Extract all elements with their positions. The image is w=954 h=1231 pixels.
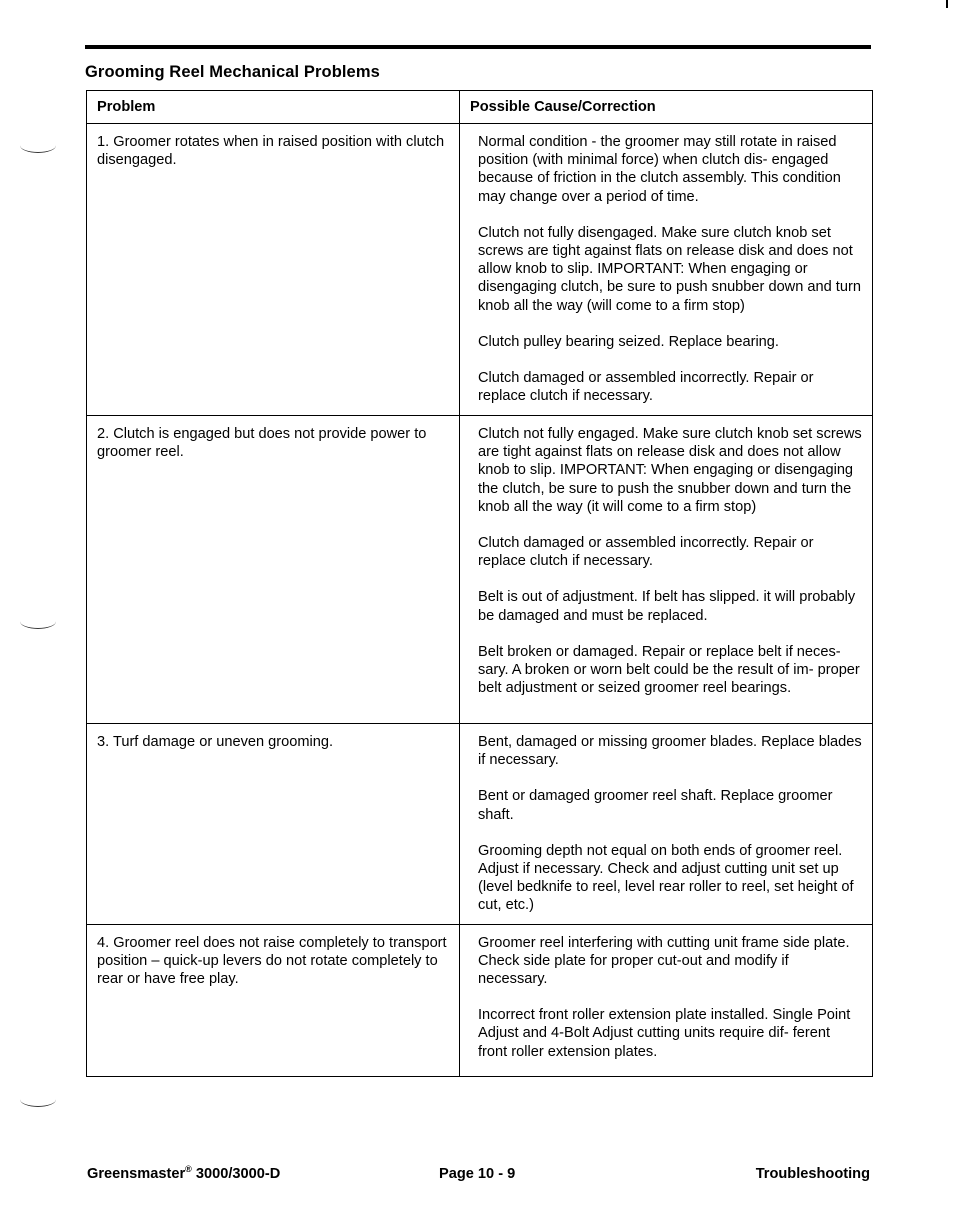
cause-item: Belt is out of adjustment. If belt has slipped. it will probably be damaged and must be replaced. [478,589,856,624]
product-model: 3000/3000-D [191,1166,281,1182]
causes-cell [460,124,873,416]
cause-item: Clutch not fully disengaged. Make sure clutch knob set screws are tight against flats on release disk and does not allow knob to slip. IMPORTANT: When engaging or disengaging clutch, be sure to push snubber down and turn knob all the way (will come to a firm stop) [478,224,861,314]
cause-item: Clutch damaged or assembled incorrectly. Repair or replace clutch if necessary. [478,370,814,405]
cause-item: Incorrect front roller extension plate installed. Single Point Adjust and 4-Bolt Adjust cutting units require dif- ferent front roller extension plates. [478,1007,851,1060]
header-problem: Problem [87,91,460,124]
table-row [87,924,873,1076]
cause-item: Groomer reel interfering with cutting unit frame side plate. Check side plate for proper cut-out and modify if necessary. [478,934,850,988]
cause-item: Grooming depth not equal on both ends of groomer reel. Adjust if necessary. Check and adjust cutting unit set up (level bedknife to reel, level rear roller to reel, set height of cut, etc.) [478,842,854,914]
problem-cell: 2. Clutch is engaged but does not provide power to groomer reel. [87,416,460,724]
cause-item: Normal condition - the groomer may still rotate in raised position (with minimal force) when clutch dis- engaged because of friction in the clutch assembly. This condition may change over a period of time. [478,134,841,205]
product-name: Greensmaster [87,1166,186,1182]
troubleshooting-table [86,90,873,1077]
page-number: Page 10 - 9 [439,1166,516,1182]
section-title: Grooming Reel Mechanical Problems [85,63,380,81]
causes-cell [460,724,873,925]
problem-cell: 4. Groomer reel does not raise completely to transport position – quick-up levers do not rotate completely to rear or have free play. [87,924,460,1076]
registered-mark: ® [185,1164,192,1174]
header-rule [85,45,871,49]
header-cause-correction: Possible Cause/Correction [460,91,873,124]
causes-cell [460,924,873,1076]
cause-item: Bent, damaged or missing groomer blades. Replace blades if necessary. [478,734,862,769]
problem-cell: 1. Groomer rotates when in raised position with clutch disengaged. [87,124,460,416]
cause-item: Clutch pulley bearing seized. Replace bearing. [478,333,779,350]
cause-item: Belt broken or damaged. Repair or replace belt if neces- sary. A broken or worn belt could be the result of im- proper belt adjustment or seized groomer reel bearings. [478,643,860,697]
footer-product [87,1166,280,1182]
table-row [87,416,873,724]
footer-section: Troubleshooting [755,1166,870,1182]
causes-cell [460,416,873,724]
corner-tick-mark [946,0,948,8]
cause-item: Clutch damaged or assembled incorrectly. Repair or replace clutch if necessary. [478,535,814,570]
binder-hole-mark [20,614,56,629]
cause-item: Clutch not fully engaged. Make sure clutch knob set screws are tight against flats on release disk and does not allow knob to slip. IMPORTANT: When engaging or disengaging the clutch, be sure to push the snubber down and turn the knob all the way (it will come to a firm stop) [478,426,862,515]
cause-item: Bent or damaged groomer reel shaft. Replace groomer shaft. [478,788,833,823]
problem-cell: 3. Turf damage or uneven grooming. [87,724,460,925]
table-row [87,124,873,416]
table-row [87,724,873,925]
binder-hole-mark [20,138,56,153]
table-header-row [87,91,873,124]
binder-hole-mark [20,1092,56,1107]
